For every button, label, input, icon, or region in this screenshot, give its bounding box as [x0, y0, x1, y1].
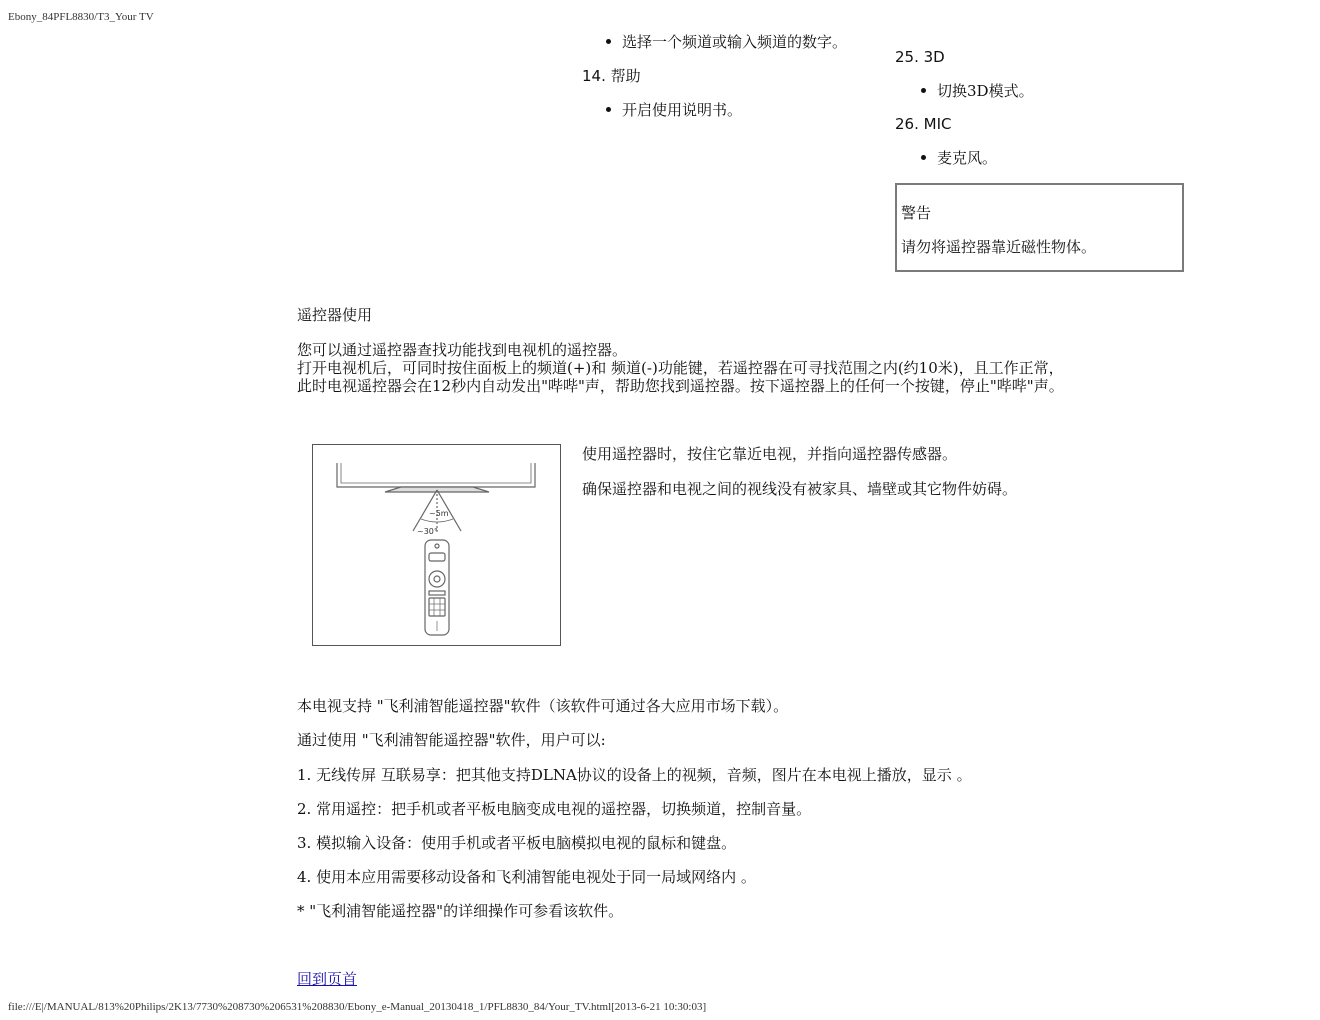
page-footer: file:///E|/MANUAL/813%20Philips/2K13/7730%208730%206531%208830/Ebony_e-Manual_20130418_1/PFL8830_84/Your_TV.html[2013-6-21 10:30:03]	[8, 1001, 707, 1013]
note: * "飞利浦智能遥控器"的详细操作可参看该软件。	[297, 902, 624, 920]
warning-title: 警告	[901, 204, 932, 222]
list-item: 麦克风。	[937, 149, 998, 167]
distance-label: ~5m	[429, 509, 449, 518]
warning-text: 请勿将遥控器靠近磁性物体。	[901, 238, 1097, 256]
section-heading: 26. MIC	[895, 115, 952, 133]
section-heading: 14. 帮助	[582, 67, 641, 85]
paragraph: 通过使用 "飞利浦智能遥控器"软件，用户可以:	[297, 731, 606, 749]
list-item: 2. 常用遥控：把手机或者平板电脑变成电视的遥控器，切换频道，控制音量。	[297, 800, 812, 818]
section-title: 遥控器使用	[297, 306, 373, 324]
paragraph-line: 此时电视遥控器会在12秒内自动发出"哔哔"声，帮助您找到遥控器。按下遥控器上的任何一个按键，停止"哔哔"声。	[297, 377, 1064, 395]
page-header: Ebony_84PFL8830/T3_Your TV	[8, 11, 154, 23]
paragraph: 本电视支持 "飞利浦智能遥控器"软件（该软件可通过各大应用市场下载）。	[297, 697, 789, 715]
back-to-top-link[interactable]: 回到页首	[297, 970, 358, 988]
section-heading: 25. 3D	[895, 48, 945, 66]
figure-caption: 确保遥控器和电视之间的视线没有被家具、墙壁或其它物件妨碍。	[582, 480, 1018, 498]
figure-caption: 使用遥控器时，按住它靠近电视，并指向遥控器传感器。	[582, 445, 958, 463]
remote-tv-illustration	[312, 444, 561, 646]
list-item: 1. 无线传屏 互联易享：把其他支持DLNA协议的设备上的视频，音频，图片在本电视上播放，显示 。	[297, 766, 972, 784]
list-item: 4. 使用本应用需要移动设备和飞利浦智能电视处于同一局域网络内 。	[297, 868, 756, 886]
paragraph-line: 您可以通过遥控器查找功能找到电视机的遥控器。	[297, 341, 628, 359]
list-item: 开启使用说明书。	[622, 101, 743, 119]
paragraph-line: 打开电视机后，可同时按住面板上的频道(+)和 频道(-)功能键，若遥控器在可寻找范围之内(约10米)，且工作正常，	[297, 359, 1064, 377]
remote-tv-diagram	[313, 445, 560, 645]
list-item: 切换3D模式。	[937, 82, 1034, 100]
angle-label: ~30°	[417, 527, 438, 536]
list-item: 选择一个频道或输入频道的数字。	[622, 33, 848, 51]
warning-box	[895, 183, 1184, 272]
list-item: 3. 模拟输入设备：使用手机或者平板电脑模拟电视的鼠标和键盘。	[297, 834, 737, 852]
